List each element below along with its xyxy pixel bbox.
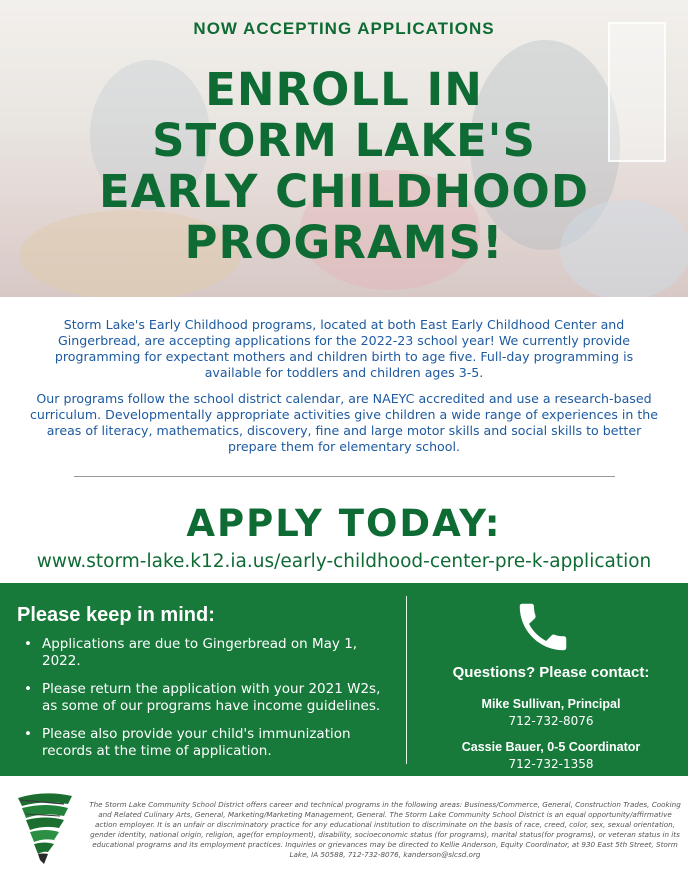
contact-name: Mike Sullivan, Principal xyxy=(481,697,621,711)
intro-paragraph: Our programs follow the school district calendar, are NAEYC accredited and use a research-based curriculum. Developmentally appropriate activities give children a wide range of experiences in the areas of literacy, mathematics, discovery, fine and large motor skills and social skills to better prepare them for elementary school. xyxy=(29,391,659,454)
band-divider xyxy=(406,596,407,764)
equal-opportunity-disclaimer: The Storm Lake Community School District offers career and technical programs in the following areas: Business/Commerce, General, Construction Trades, Cooking and Related Culinary Arts, General, Marketing/Marketing Management, General. The Storm Lake Community School District is an equal opportunity/affirmative action employer. It is an unfair or discriminatory practice for any educational institution to discriminate on the basis of race, creed, color, sex, sexual orientation, gender identity, national origin, religion, age(for employment), disability, socioeconomic status (for programs), marital status(for programs), or veteran status in its educational programs and its employment practices. Inquiries or grievances may be directed to Kellie Anderson, Equity Coordinator, at 930 East 5th Street, Storm Lake, IA 50588, 712-732-8076, kanderson@slcsd.org xyxy=(89,800,681,859)
intro-text xyxy=(28,317,660,465)
contact-block xyxy=(420,664,682,782)
now-accepting-eyebrow: NOW ACCEPTING APPLICATIONS xyxy=(193,19,495,38)
contact-name: Cassie Bauer, 0-5 Coordinator xyxy=(461,740,641,754)
application-url-link[interactable]: www.storm-lake.k12.ia.us/early-childhood-center-pre-k-application xyxy=(36,551,652,572)
phone-icon xyxy=(512,596,574,658)
headline-line: STORM LAKE'S xyxy=(152,114,536,167)
headline-line: PROGRAMS! xyxy=(184,216,504,269)
headline-line: EARLY CHILDHOOD xyxy=(98,165,590,218)
section-divider xyxy=(74,476,615,477)
list-item: • Please return the application with your 2021 W2s, as some of our programs have income guidelines. xyxy=(24,681,398,715)
intro-paragraph: Storm Lake's Early Childhood programs, located at both East Early Childhood Center and Gingerbread, are accepting applications for the 2022-23 school year! We currently provide programming for expectant mothers and children birth to age five. Full-day programming is available for toddlers and children ages 3-5. xyxy=(54,317,634,380)
headline-line: ENROLL IN xyxy=(205,63,483,116)
contact-phone: 712-732-1358 xyxy=(508,757,594,771)
contact-heading: Questions? Please contact: xyxy=(452,664,650,681)
keep-in-mind-heading: Please keep in mind: xyxy=(17,604,215,626)
apply-today-heading: APPLY TODAY: xyxy=(186,502,502,545)
list-item: • Please also provide your child's immunization records at the time of application. xyxy=(24,726,398,760)
headline xyxy=(0,64,688,268)
list-item: • Applications are due to Gingerbread on May 1, 2022. xyxy=(24,636,398,670)
tornado-logo-icon xyxy=(14,790,76,866)
keep-in-mind-list xyxy=(24,636,398,771)
contact-phone: 712-732-8076 xyxy=(508,714,594,728)
